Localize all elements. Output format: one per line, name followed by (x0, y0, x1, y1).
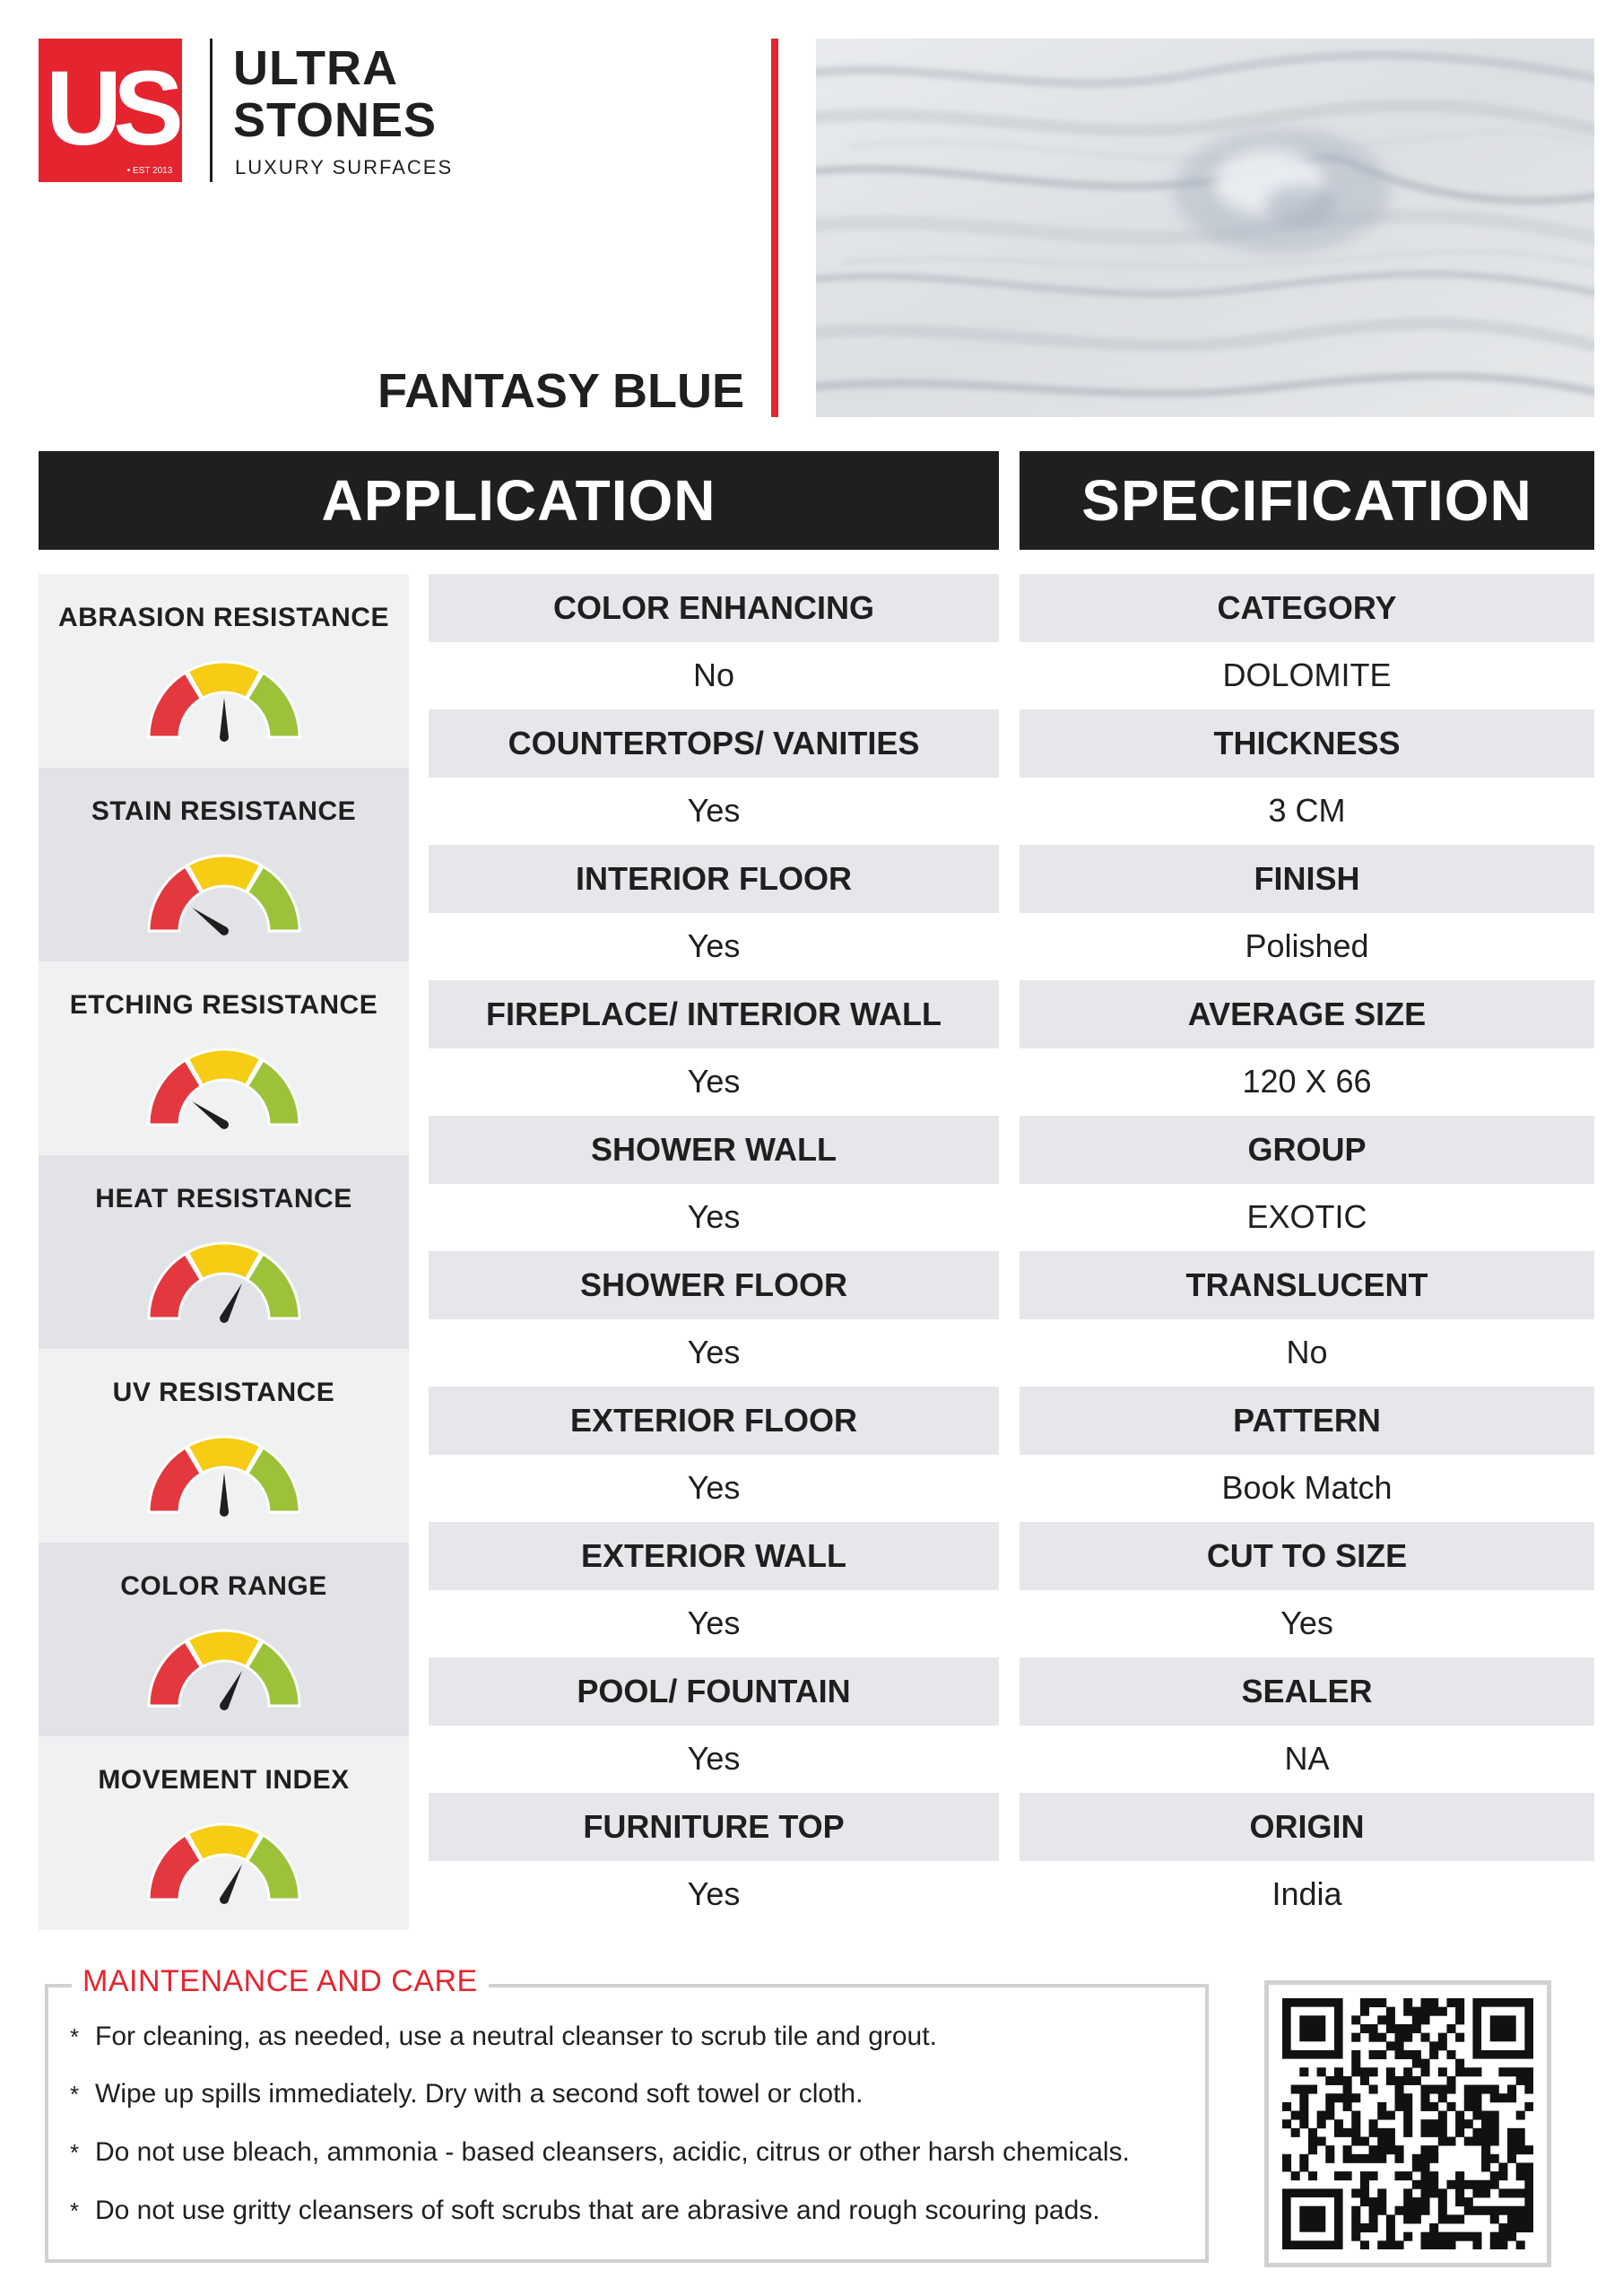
gauge-meter-icon (147, 1430, 301, 1519)
gauge-etching (39, 961, 409, 1155)
gauge-column (39, 574, 409, 1930)
brand-logo (39, 39, 182, 182)
gauge-label: STAIN RESISTANCE (91, 796, 357, 826)
care-item (70, 2079, 863, 2109)
application-label: SHOWER FLOOR (429, 1251, 999, 1319)
asterisk-icon: * (70, 2197, 80, 2224)
care-item-text: Do not use gritty cleansers of soft scrubs that are abrasive and rough scouring pads. (95, 2196, 1100, 2225)
gauge-heat (39, 1155, 409, 1349)
spec-value: India (1020, 1861, 1594, 1929)
gauge-label: UV RESISTANCE (112, 1378, 335, 1407)
application-value: Yes (429, 1319, 999, 1387)
care-item (70, 2196, 1100, 2226)
spec-label: FINISH (1020, 845, 1594, 913)
spec-value: Yes (1020, 1590, 1594, 1658)
application-value: Yes (429, 1184, 999, 1252)
spec-label: ORIGIN (1020, 1793, 1594, 1861)
spec-label: SEALER (1020, 1657, 1594, 1726)
accent-bar (771, 39, 778, 417)
spec-value: DOLOMITE (1020, 642, 1594, 710)
spec-value: Book Match (1020, 1455, 1594, 1523)
spec-label: CATEGORY (1020, 574, 1594, 642)
application-label: COLOR ENHANCING (429, 574, 999, 642)
asterisk-icon: * (70, 2139, 80, 2166)
gauge-needle (220, 1473, 229, 1512)
spec-value: 3 CM (1020, 778, 1594, 846)
care-item-text: Wipe up spills immediately. Dry with a second soft towel or cloth. (95, 2079, 864, 2109)
gauge-abrasion (39, 574, 409, 768)
care-item-text: Do not use bleach, ammonia - based cleansers, acidic, citrus or other harsh chemicals. (95, 2137, 1130, 2167)
application-value: Yes (429, 1726, 999, 1794)
brand-tagline: LUXURY SURFACES (235, 156, 454, 178)
logo-divider (210, 39, 213, 182)
care-item-text: For cleaning, as needed, use a neutral cleanser to scrub tile and grout. (95, 2022, 937, 2051)
spec-value: Polished (1020, 913, 1594, 981)
maintenance-title: MAINTENANCE AND CARE (72, 1964, 489, 1999)
spec-value: EXOTIC (1020, 1184, 1594, 1252)
application-label: FIREPLACE/ INTERIOR WALL (429, 980, 999, 1048)
qr-code[interactable] (1264, 1980, 1551, 2267)
gauge-hub (220, 1508, 229, 1517)
spec-value: NA (1020, 1726, 1594, 1794)
application-label: INTERIOR FLOOR (429, 845, 999, 913)
application-label: EXTERIOR FLOOR (429, 1387, 999, 1455)
specification-table (1020, 574, 1594, 1928)
asterisk-icon: * (70, 2081, 80, 2108)
logo-mark (39, 39, 182, 182)
application-value: Yes (429, 1455, 999, 1523)
logo-est: • EST 2013 (126, 166, 173, 176)
gauge-hub (220, 1120, 229, 1129)
application-label: FURNITURE TOP (429, 1793, 999, 1861)
gauge-uv (39, 1349, 409, 1543)
gauge-hub (220, 1895, 229, 1904)
spec-value: 120 X 66 (1020, 1048, 1594, 1117)
application-label: POOL/ FOUNTAIN (429, 1657, 999, 1726)
gauge-movement (39, 1736, 409, 1930)
product-title: FANTASY BLUE (377, 364, 744, 418)
application-value: Yes (429, 1590, 999, 1658)
application-label: EXTERIOR WALL (429, 1522, 999, 1590)
qr-code-icon (1282, 1998, 1533, 2249)
application-value: Yes (429, 913, 999, 981)
brand-name-line1: ULTRA (233, 41, 398, 95)
application-table (429, 574, 999, 1928)
specification-header: SPECIFICATION (1020, 451, 1594, 550)
gauge-hub (220, 733, 229, 742)
application-value: Yes (429, 1048, 999, 1117)
spec-label: PATTERN (1020, 1387, 1594, 1455)
care-item (70, 2137, 1130, 2168)
stone-sample-image (816, 39, 1594, 417)
gauge-label: COLOR RANGE (120, 1571, 327, 1601)
gauge-meter-icon (147, 1623, 301, 1713)
gauge-stain (39, 768, 409, 961)
spec-label: THICKNESS (1020, 709, 1594, 778)
spec-label: CUT TO SIZE (1020, 1522, 1594, 1590)
gauge-needle (220, 698, 229, 737)
application-header: APPLICATION (39, 451, 999, 550)
gauge-label: ETCHING RESISTANCE (69, 990, 378, 1020)
gauge-meter-icon (147, 1236, 301, 1326)
gauge-meter-icon (147, 848, 301, 938)
spec-label: AVERAGE SIZE (1020, 980, 1594, 1048)
gauge-meter-icon (147, 1042, 301, 1132)
gauge-hub (220, 1314, 229, 1323)
gauge-hub (220, 926, 229, 935)
gauge-label: ABRASION RESISTANCE (58, 603, 389, 632)
gauge-color-range (39, 1543, 409, 1736)
gauge-label: HEAT RESISTANCE (95, 1184, 352, 1213)
application-label: SHOWER WALL (429, 1116, 999, 1184)
brand-name-line2: STONES (233, 93, 438, 147)
gauge-hub (220, 1701, 229, 1710)
asterisk-icon: * (70, 2023, 80, 2050)
application-value: Yes (429, 778, 999, 846)
spec-label: TRANSLUCENT (1020, 1251, 1594, 1319)
logo-letters: US (46, 49, 175, 168)
gauge-meter-icon (147, 1817, 301, 1907)
application-label: COUNTERTOPS/ VANITIES (429, 709, 999, 778)
application-value: Yes (429, 1861, 999, 1929)
spec-value: No (1020, 1319, 1594, 1387)
application-value: No (429, 642, 999, 710)
gauge-meter-icon (147, 655, 301, 744)
care-item (70, 2022, 937, 2052)
spec-label: GROUP (1020, 1116, 1594, 1184)
gauge-label: MOVEMENT INDEX (98, 1765, 350, 1795)
